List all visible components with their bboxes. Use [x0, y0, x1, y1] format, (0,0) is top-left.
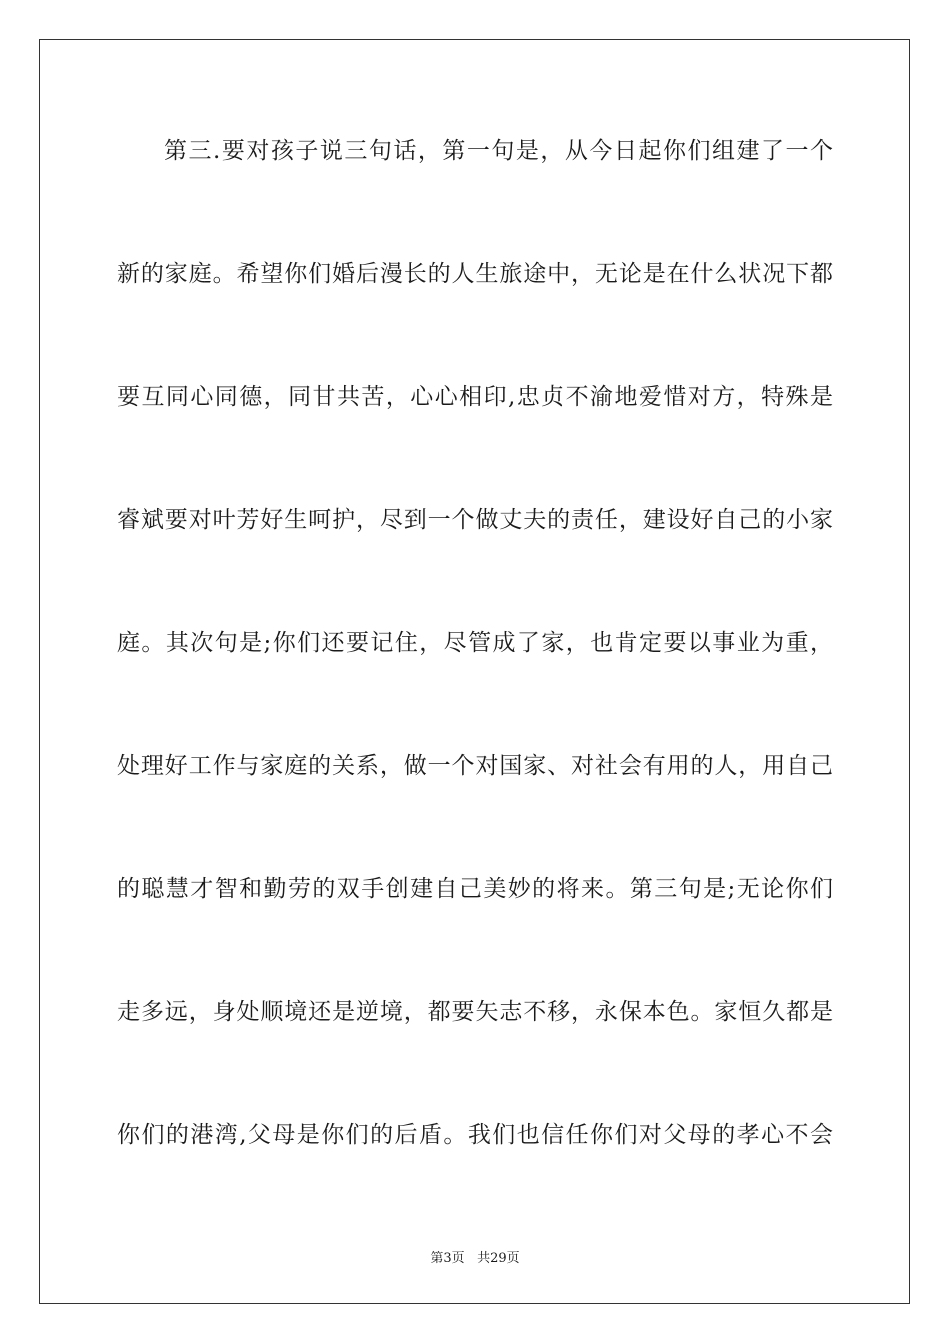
body-text-line-6: 处理好工作与家庭的关系，做一个对国家、对社会有用的人，用自己	[117, 753, 833, 779]
body-text-line-5: 庭。其次句是;你们还要记住，尽管成了家，也肯定要以事业为重，	[117, 630, 833, 656]
body-text-line-3: 要互同心同德，同甘共苦，心心相印,忠贞不渝地爱惜对方，特殊是	[117, 384, 833, 410]
body-text-line-4: 睿斌要对叶芳好生呵护，尽到一个做丈夫的责任，建设好自己的小家	[117, 507, 833, 533]
page-footer	[0, 1247, 950, 1266]
body-text-line-2: 新的家庭。希望你们婚后漫长的人生旅途中，无论是在什么状况下都	[117, 261, 833, 287]
page-border	[39, 39, 910, 1304]
page-number: 第3页	[430, 1251, 465, 1266]
body-text-line-8: 走多远，身处顺境还是逆境，都要矢志不移，永保本色。家恒久都是	[117, 999, 833, 1025]
body-text-line-1: 第三.要对孩子说三句话，第一句是，从今日起你们组建了一个	[164, 138, 833, 164]
page-total: 共29页	[477, 1251, 520, 1266]
body-text-line-7: 的聪慧才智和勤劳的双手创建自己美妙的将来。第三句是;无论你们	[117, 876, 833, 902]
body-text-line-9: 你们的港湾,父母是你们的后盾。我们也信任你们对父母的孝心不会	[117, 1122, 833, 1148]
